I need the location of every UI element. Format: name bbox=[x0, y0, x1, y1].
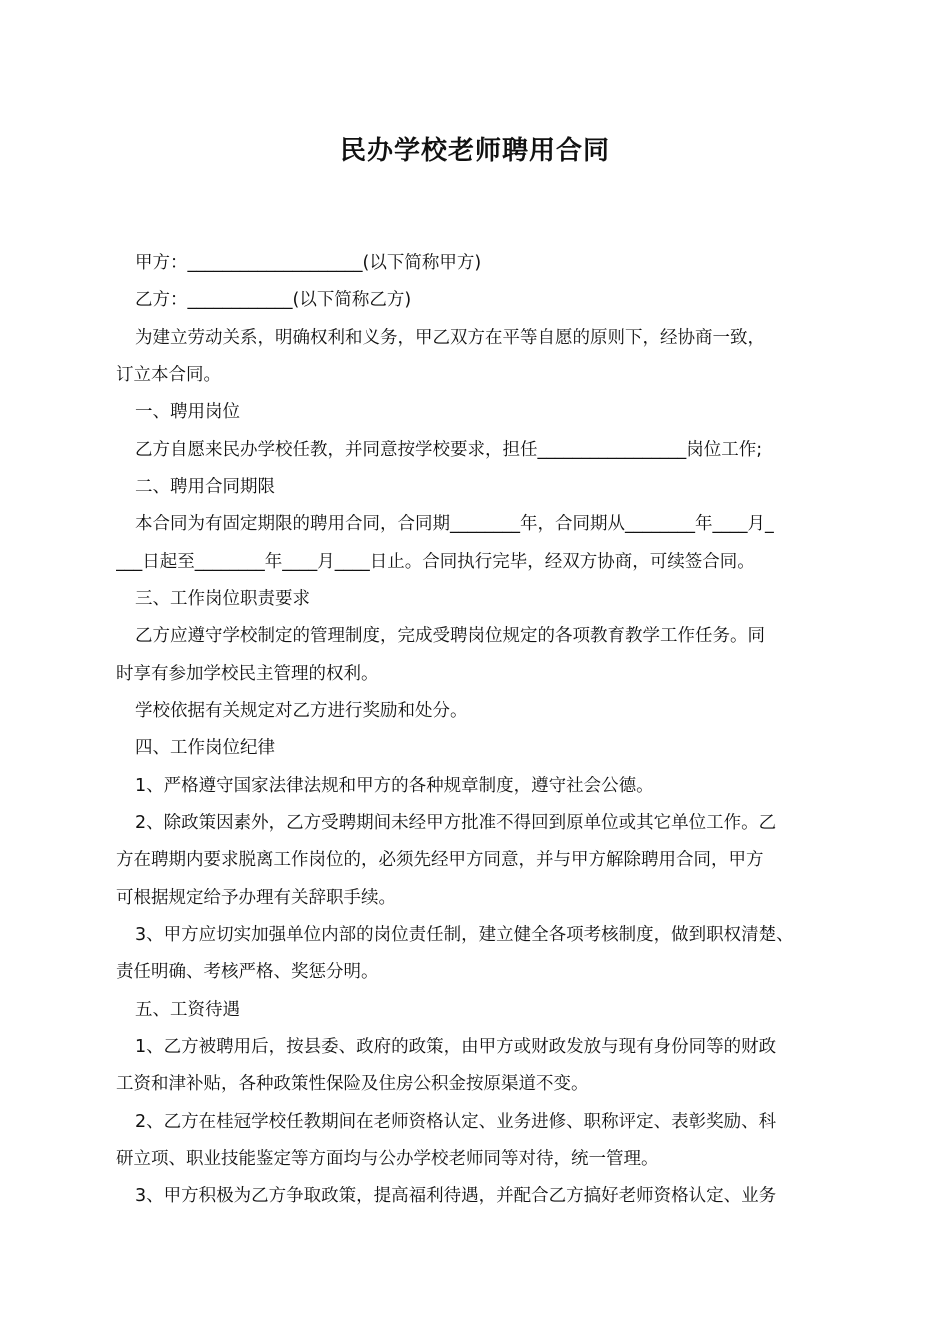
section-5-item-1-line-2: 工资和津补贴，各种政策性保险及住房公积金按原渠道不变。 bbox=[116, 1074, 589, 1094]
section-2-line-2: ___日起至________年____月____日止。合同执行完毕，经双方协商，可续签合同。 bbox=[116, 552, 755, 572]
section-5-item-2-line-2: 研立项、职业技能鉴定等方面均与公办学校老师同等对待，统一管理。 bbox=[116, 1149, 659, 1169]
section-4-item-2-line-1: 2、除政策因素外，乙方受聘期间未经甲方批准不得回到原单位或其它单位工作。乙 bbox=[135, 813, 777, 833]
party-a-line: 甲方：____________________(以下简称甲方) bbox=[135, 253, 482, 273]
section-heading-2: 二、聘用合同期限 bbox=[135, 477, 275, 497]
section-3-line-1: 乙方应遵守学校制定的管理制度，完成受聘岗位规定的各项教育教学工作任务。同 bbox=[135, 626, 765, 646]
section-heading-4: 四、工作岗位纪律 bbox=[135, 738, 275, 758]
preamble-line-1: 为建立劳动关系，明确权利和义务，甲乙双方在平等自愿的原则下，经协商一致， bbox=[135, 328, 765, 348]
section-3-line-2: 时享有参加学校民主管理的权利。 bbox=[116, 664, 379, 684]
preamble-line-2: 订立本合同。 bbox=[116, 365, 221, 385]
section-4-item-3-line-1: 3、甲方应切实加强单位内部的岗位责任制，建立健全各项考核制度，做到职权清楚、 bbox=[135, 925, 794, 945]
section-4-item-3-line-2: 责任明确、考核严格、奖惩分明。 bbox=[116, 962, 379, 982]
party-b-line: 乙方：____________(以下简称乙方) bbox=[135, 290, 412, 310]
section-4-item-2-line-2: 方在聘期内要求脱离工作岗位的，必须先经甲方同意，并与甲方解除聘用合同，甲方 bbox=[116, 850, 764, 870]
section-1-line-1: 乙方自愿来民办学校任教，并同意按学校要求，担任_________________岗位工作; bbox=[135, 440, 763, 460]
section-4-item-1: 1、严格遵守国家法律法规和甲方的各种规章制度，遵守社会公德。 bbox=[135, 776, 654, 796]
section-5-item-3-line-1: 3、甲方积极为乙方争取政策，提高福利待遇，并配合乙方搞好老师资格认定、业务 bbox=[135, 1186, 777, 1206]
section-5-item-2-line-1: 2、乙方在桂冠学校任教期间在老师资格认定、业务进修、职称评定、表彰奖励、科 bbox=[135, 1112, 777, 1132]
section-heading-1: 一、聘用岗位 bbox=[135, 402, 240, 422]
document-title: 民办学校老师聘用合同 bbox=[339, 136, 610, 166]
section-heading-3: 三、工作岗位职责要求 bbox=[135, 589, 310, 609]
section-2-line-1: 本合同为有固定期限的聘用合同，合同期________年，合同期从________年____月_ bbox=[135, 514, 774, 534]
section-3-line-3: 学校依据有关规定对乙方进行奖励和处分。 bbox=[135, 701, 468, 721]
section-heading-5: 五、工资待遇 bbox=[135, 1000, 240, 1020]
section-4-item-2-line-3: 可根据规定给予办理有关辞职手续。 bbox=[116, 888, 396, 908]
section-5-item-1-line-1: 1、乙方被聘用后，按县委、政府的政策，由甲方或财政发放与现有身份同等的财政 bbox=[135, 1037, 777, 1057]
